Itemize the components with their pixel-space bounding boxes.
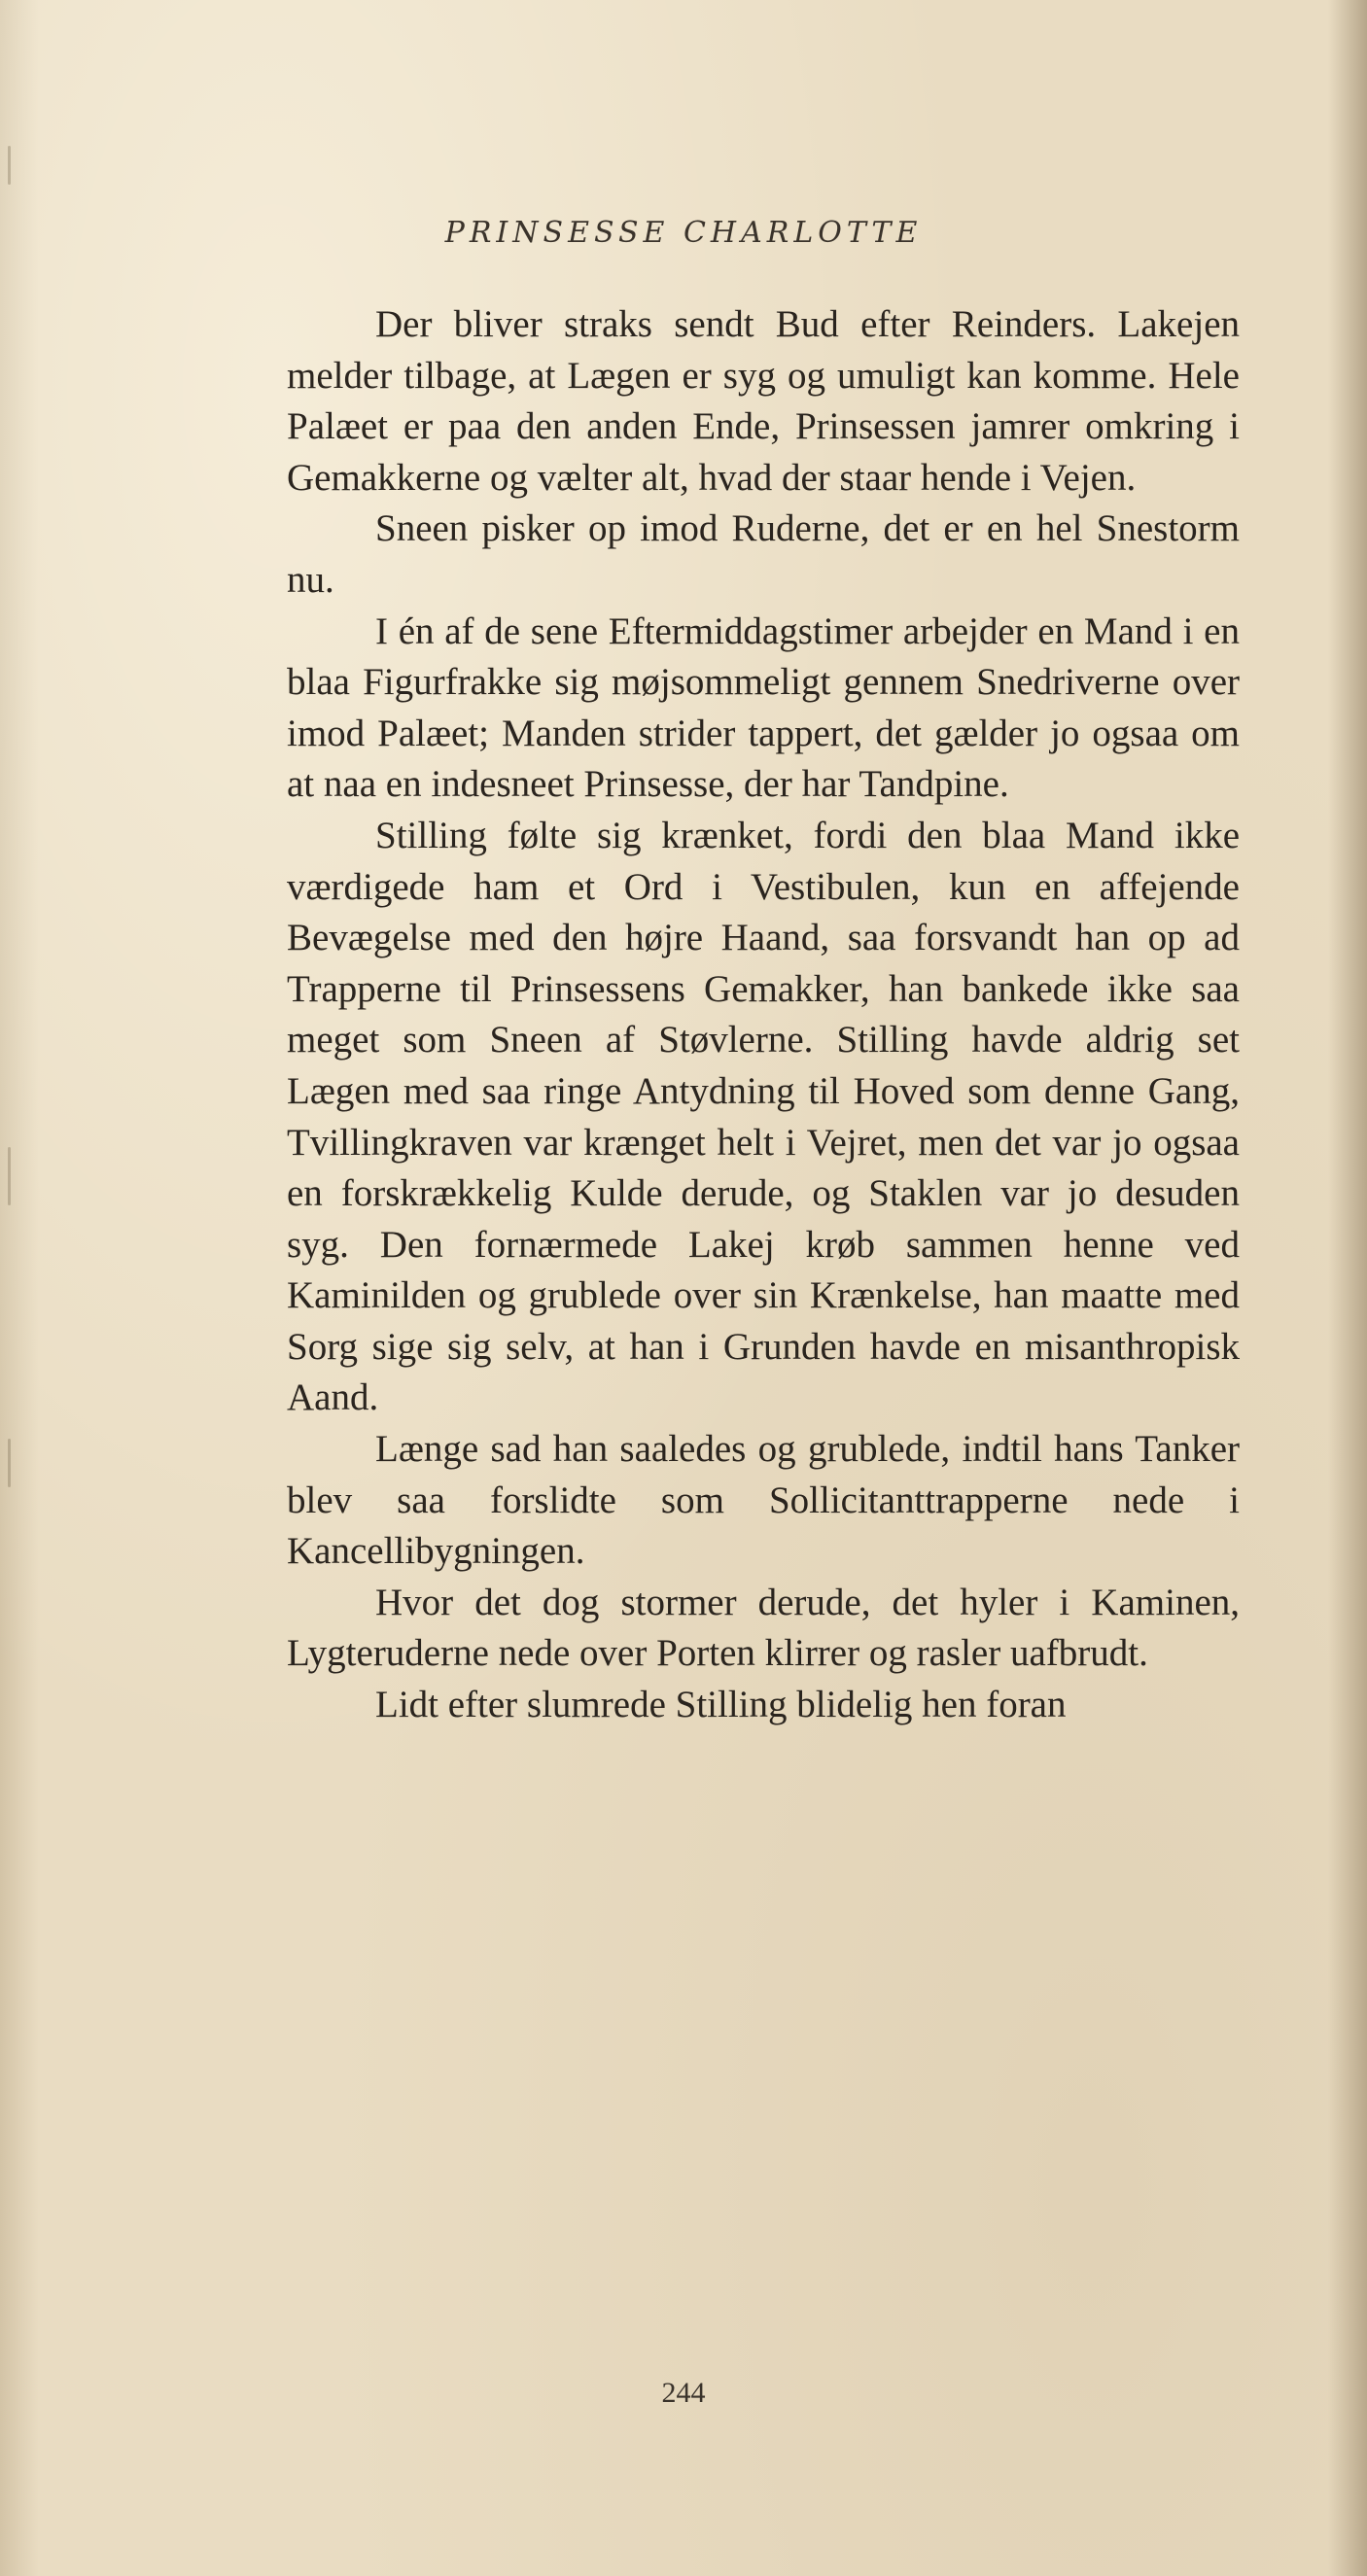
page-edge-mark	[8, 146, 11, 185]
paragraph: Der bliver straks sendt Bud efter Reinders. Lakejen melder tilbage, at Lægen er syg og umuligt kan komme. Hele Palæet er paa den anden Ende, Prinsessen jamrer omkring i Gemakkerne og vælter alt, hvad der staar hende i Vejen.	[287, 303, 1240, 499]
paragraph: Stilling følte sig krænket, fordi den blaa Mand ikke værdigede ham et Ord i Vestibulen, kun en affejende Bevægelse med den højre Haand, saa forsvandt han op ad Trapperne til Prinsessens Gemakker, han bankede ikke saa meget som Sneen af Støvlerne. Stilling havde aldrig set Lægen med saa ringe Antydning til Hoved som denne Gang, Tvillingkraven var krænget helt i Vejret, men det var jo ogsaa en forskrækkelig Kulde derude, og Staklen var jo desuden syg. Den fornærmede Lakej krøb sammen henne ved Kaminilden og grublede over sin Krænkelse, han maatte med Sorg sige sig selv, at han i Grunden havde en misanthropisk Aand.	[287, 814, 1240, 1419]
paragraph: Lidt efter slumrede Stilling blidelig hen foran	[375, 1684, 1067, 1726]
page-edge-mark	[8, 1147, 11, 1205]
running-head: PRINSESSE CHARLOTTE	[444, 216, 923, 250]
page-number: 244	[661, 2377, 706, 2409]
paragraph: Længe sad han saaledes og grublede, indtil hans Tanker blev saa forslidte som Sollicitanttrapperne nede i Kancellibygningen.	[287, 1428, 1240, 1573]
body-text	[287, 299, 1240, 1731]
paragraph: I én af de sene Eftermiddagstimer arbejder en Mand i en blaa Figurfrakke sig møjsommeligt gennem Snedriverne over imod Palæet; Manden strider tappert, det gælder jo ogsaa om at naa en indesneet Prinsesse, der har Tandpine.	[287, 609, 1240, 806]
paragraph: Hvor det dog stormer derude, det hyler i Kaminen, Lygteruderne nede over Porten klirrer og rasler uafbrudt.	[287, 1581, 1240, 1675]
page-edge-mark	[8, 1439, 11, 1487]
paragraph: Sneen pisker op imod Ruderne, det er en hel Snestorm nu.	[287, 507, 1240, 601]
